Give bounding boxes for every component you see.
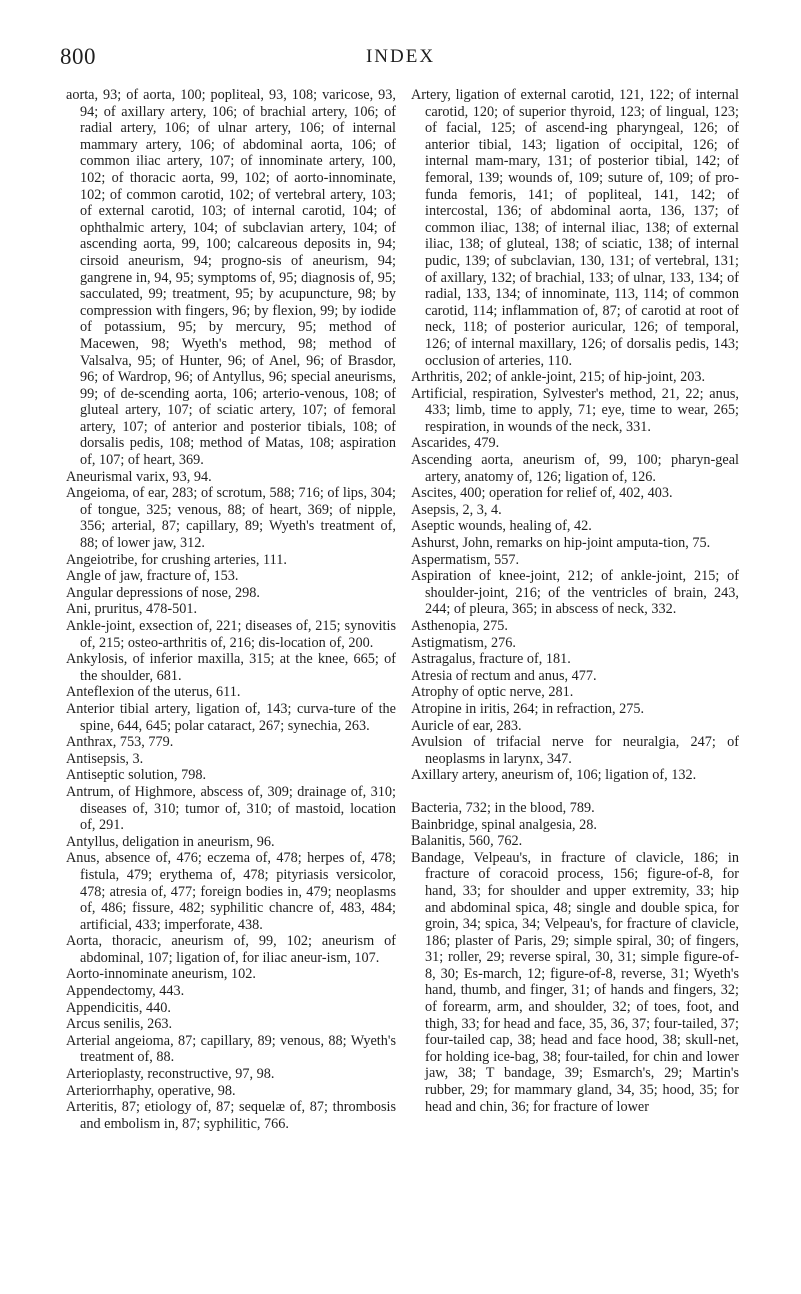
index-entry: Angeiotribe, for crushing arteries, 111.	[66, 551, 287, 568]
index-entry: Aneurismal varix, 93, 94.	[66, 468, 212, 485]
index-entry: Arterial angeioma, 87; capillary, 89; venous, 88; Wyeth's treatment of, 88.	[66, 1032, 396, 1066]
index-entry: Arteriorrhaphy, operative, 98.	[66, 1082, 236, 1099]
index-entry: Angeioma, of ear, 283; of scrotum, 588; 716; of lips, 304; of tongue, 325; venous, 88; of heart, 369; of nipple, 356; arterial, 87; capillary, 89; Wyeth's treatment of, 88; of lower jaw, 312.	[66, 485, 396, 552]
index-entry: Appendicitis, 440.	[66, 999, 171, 1016]
index-entry: Axillary artery, aneurism of, 106; ligation of, 132.	[411, 767, 697, 784]
index-entry: Aorto-innominate aneurism, 102.	[66, 966, 256, 983]
index-entry: Ani, pruritus, 478-501.	[66, 601, 198, 618]
index-entry: Anus, absence of, 476; eczema of, 478; herpes of, 478; fistula, 479; erythema of, 478; pityriasis versicolor, 478; atresia of, 477; foreign bodies in, 479; neoplasms of, 486; fissure, 482; syphilitic chancre of, 483, 484; artificial, 433; imperforate, 438.	[66, 850, 396, 933]
index-entry: Atrophy of optic nerve, 281.	[411, 684, 574, 701]
index-entry: Antisepsis, 3.	[66, 750, 144, 767]
index-entry: Antyllus, deligation in aneurism, 96.	[66, 833, 275, 850]
index-entry: aorta, 93; of aorta, 100; popliteal, 93, 108; varicose, 93, 94; of axillary artery, 106; of brachial artery, 106; of radial artery, 106; of ulnar artery, 106; of internal mammary artery, 106; of abdominal aorta, 106; of common iliac artery, 107; of innominate artery, 100, 102; of thoracic aorta, 99, 102; of aorto-innominate, 102; of common carotid, 102; of vertebral artery, 103; of external carotid, 103; of internal carotid, 104; of ophthalmic artery, 104; of subclavian artery, 104; of ascending aorta, 99, 100; calcareous deposits in, 94; cirsoid aneurism, 94; progno-sis of aneurism, 94; gangrene in, 94, 95; symptoms of, 95; diagnosis of, 95; sacculated, 99; treatment, 95; by acupuncture, 98; by compression with fingers, 96; by flexion, 99; by iodide of potassium, 95; by mercury, 95; method of Macewen, 98; Wyeth's method, 98; method of Valsalva, 95; of Hunter, 96; of Anel, 96; of Brasdor, 96; of Wardrop, 96; of Antyllus, 96; special aneurisms, 99; of de-scending aorta, 106; arterio-venous, 108; of gluteal artery, 107; of sciatic artery, 107; of femoral artery, 107; of anterior and posterior tibials, 108; of dorsalis pedis, 108; method of Matas, 108; aspiration of, 107; of heart, 369.	[66, 87, 396, 469]
index-entry: Arterioplasty, reconstructive, 97, 98.	[66, 1066, 275, 1083]
index-entry: Ascites, 400; operation for relief of, 402, 403.	[411, 485, 673, 502]
page-header	[0, 44, 801, 76]
index-entry: Arteritis, 87; etiology of, 87; sequelæ of, 87; thrombosis and embolism in, 87; syphilitic, 766.	[66, 1099, 396, 1132]
index-entry: Aspermatism, 557.	[411, 551, 520, 568]
index-entry: Balanitis, 560, 762.	[411, 833, 523, 850]
index-entry: Aorta, thoracic, aneurism of, 99, 102; aneurism of abdominal, 107; ligation of, for iliac aneur-ism, 107.	[66, 933, 396, 966]
index-entry: Atropine in iritis, 264; in refraction, 275.	[411, 700, 645, 717]
index-entry: Ashurst, John, remarks on hip-joint amputa-tion, 75.	[411, 535, 711, 552]
index-entry: Astragalus, fracture of, 181.	[411, 651, 571, 668]
index-entry: Angular depressions of nose, 298.	[66, 584, 260, 601]
index-entry: Artery, ligation of external carotid, 121, 122; of internal carotid, 120; of superior thyroid, 123; of lingual, 123; of facial, 125; of ascend-ing pharyngeal, 126; of anterior tibial, 143; ligation of occipital, 126; of internal mam-mary, 131; of posterior tibial, 142; of femoral, 139; wounds of, 109; suture of, 109; of pro-funda femoris, 141; of popliteal, 141, 142; of intercostal, 136; of abdominal aorta, 136, 137; of common iliac, 138; of internal iliac, 138; of external iliac, 138; of gluteal, 138; of sciatic, 138; of internal pudic, 139; of subclavian, 130, 131; of vertebral, 131; of axillary, 132; of brachial, 133; of ulnar, 133, 134; of radial, 133, 134; of innominate, 113, 114; of common carotid, 114; inflammation of, 87; of carotid at root of neck, 118; of posterior auricular, 126; of temporal, 126; of internal maxillary, 126; of dorsalis pedis, 143; occlusion of arteries, 110.	[411, 87, 739, 369]
index-entry: Anteflexion of the uterus, 611.	[66, 684, 241, 701]
page-number: 800	[60, 44, 96, 69]
running-title: INDEX	[365, 46, 436, 67]
index-entry: Bacteria, 732; in the blood, 789.	[411, 799, 595, 816]
index-column-right	[411, 87, 739, 1115]
index-entry: Ankle-joint, exsection of, 221; diseases of, 215; synovitis of, 215; osteo-arthritis of, 216; dis-location of, 200.	[66, 618, 396, 651]
index-entry: Artificial, respiration, Sylvester's method, 21, 22; anus, 433; limb, time to apply, 71; eye, time to wear, 265; respiration, in wounds of the neck, 331.	[411, 385, 739, 435]
index-entry: Atresia of rectum and anus, 477.	[411, 667, 597, 684]
index-entry: Ascending aorta, aneurism of, 99, 100; pharyn-geal artery, anatomy of, 126; ligation of, 126.	[411, 452, 739, 485]
index-entry: Arthritis, 202; of ankle-joint, 215; of hip-joint, 203.	[411, 369, 706, 386]
index-entry: Appendectomy, 443.	[66, 983, 185, 1000]
index-entry: Antiseptic solution, 798.	[66, 767, 207, 784]
index-entry: Ascarides, 479.	[411, 435, 500, 452]
index-entry: Asepsis, 2, 3, 4.	[411, 501, 502, 518]
index-entry: Bandage, Velpeau's, in fracture of clavicle, 186; in fracture of coracoid process, 156; figure-of-8, for hand, 33; for shoulder and upper extremity, 33; hip and abdominal spica, 48; single and double spica, for groin, 34; spica, 34; Velpeau's, for fracture of clavicle, 186; plaster of Paris, 29; simple spiral, 30; of fingers, 31; roller, 29; reverse spiral, 30, 31; simple figure-of-8, 30; Es-march, 12; figure-of-8, reverse, 31; Wyeth's hand, thumb, and finger, 31; of hands and fingers, 32; of forearm, arm, and shoulder, 32; of toes, foot, and thigh, 33; for head and face, 35, 36, 37; four-tailed, 37; four-tailed cap, 38; head and face hood, 38; skull-net, for holding ice-bag, 38; four-tailed, for chin and lower jaw, 38; T bandage, 39; Esmarch's, 29; Martin's rubber, 29; for mammary gland, 34, 35; hood, 35; for head and chin, 36; for fracture of lower	[411, 849, 739, 1115]
index-entry: Anterior tibial artery, ligation of, 143; curva-ture of the spine, 644, 645; polar cataract, 267; synechia, 263.	[66, 700, 396, 734]
index-entry: Avulsion of trifacial nerve for neuralgia, 247; of neoplasms in larynx, 347.	[411, 734, 739, 767]
index-column-left	[66, 87, 396, 1132]
index-entry: Ankylosis, of inferior maxilla, 315; at the knee, 665; of the shoulder, 681.	[66, 651, 396, 684]
index-entry: Aseptic wounds, healing of, 42.	[411, 518, 592, 535]
index-entry: Anthrax, 753, 779.	[66, 734, 174, 751]
index-entry: Aspiration of knee-joint, 212; of ankle-joint, 215; of shoulder-joint, 216; of the ventricles of brain, 243, 244; of pleura, 365; in abscess of neck, 332.	[411, 568, 739, 618]
index-entry: Asthenopia, 275.	[411, 618, 508, 634]
section-gap	[411, 784, 739, 800]
index-entry: Astigmatism, 276.	[411, 634, 516, 651]
index-entry: Antrum, of Highmore, abscess of, 309; drainage of, 310; diseases of, 310; tumor of, 310; of mastoid, location of, 291.	[66, 783, 396, 834]
index-entry: Auricle of ear, 283.	[411, 717, 522, 734]
index-entry: Bainbridge, spinal analgesia, 28.	[411, 816, 597, 833]
index-entry: Arcus senilis, 263.	[66, 1016, 173, 1033]
index-entry: Angle of jaw, fracture of, 153.	[66, 568, 239, 585]
